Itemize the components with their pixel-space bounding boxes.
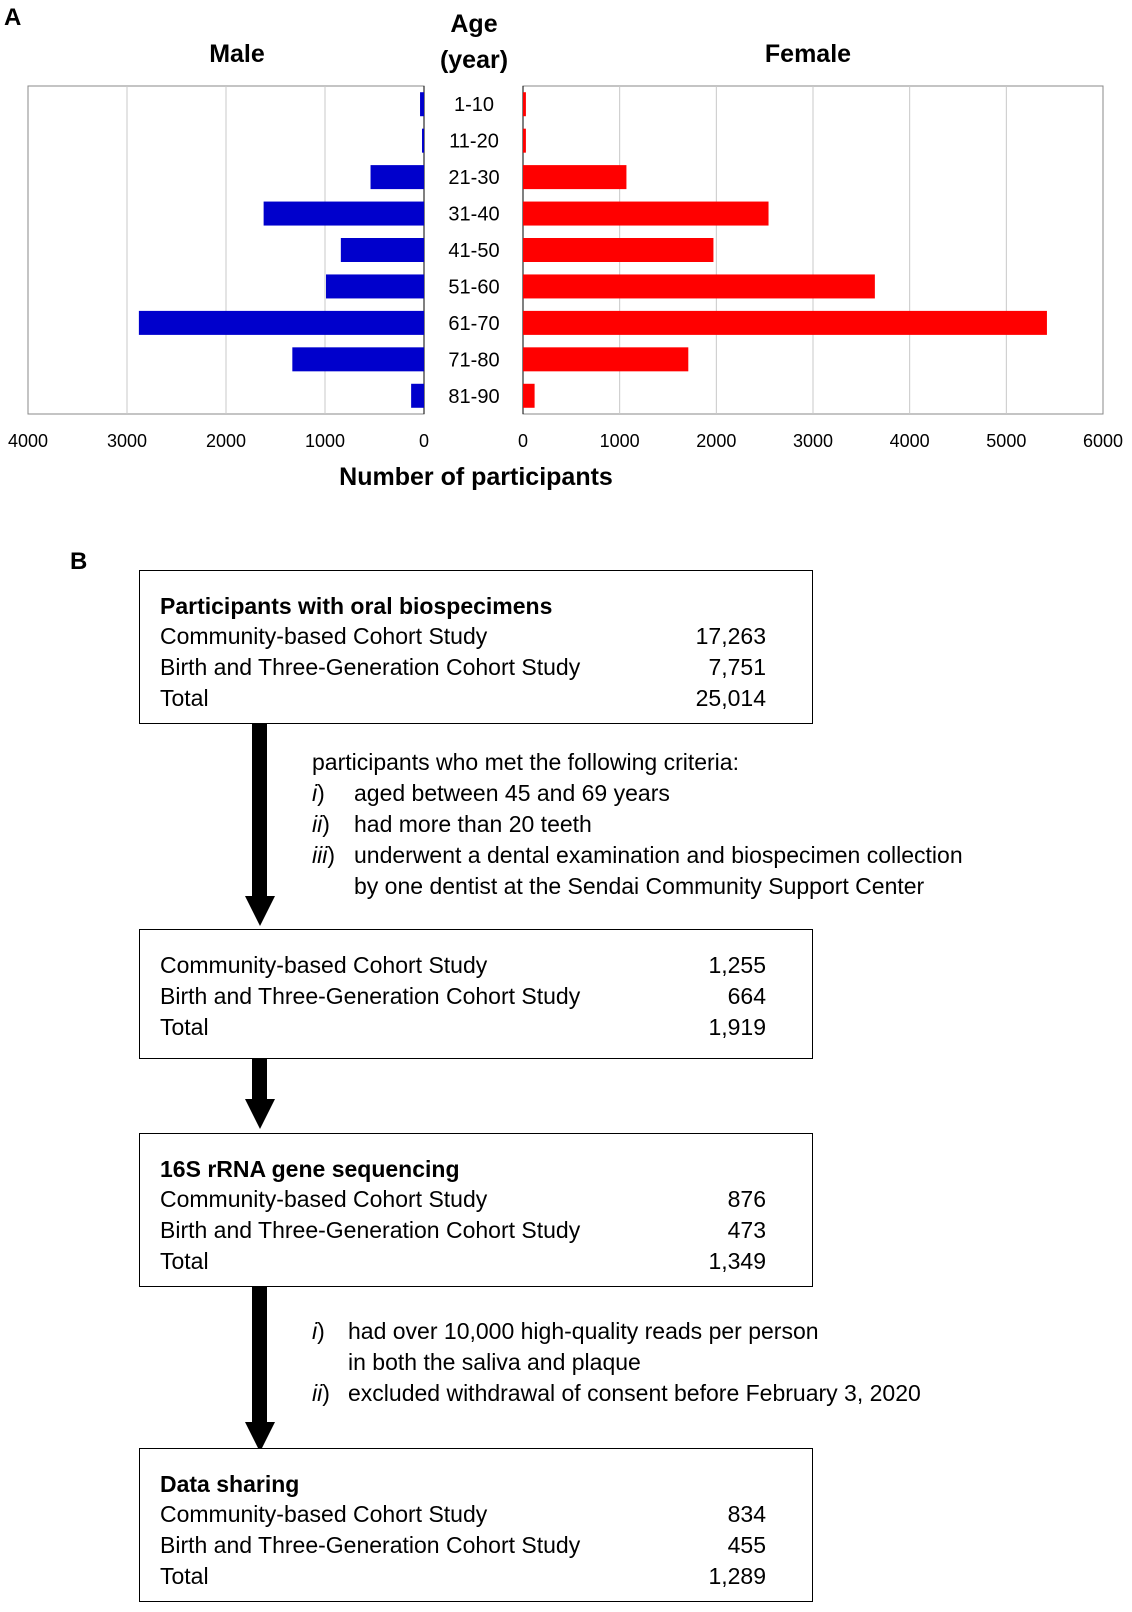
row-label: Total [160, 1248, 209, 1274]
box-row-community [160, 950, 812, 981]
criteria-num: i [312, 1318, 318, 1344]
criteria-num: ii [312, 1380, 323, 1406]
female-tick-label: 3000 [792, 431, 834, 451]
female-bar-81-90 [523, 384, 535, 408]
female-tick-label: 5000 [986, 431, 1027, 451]
arrow-head [245, 896, 275, 926]
female-tick-label: 0 [517, 431, 529, 451]
male-bar-81-90 [411, 384, 424, 408]
arrow-shaft [252, 1059, 267, 1099]
population-pyramid-chart [0, 0, 1132, 500]
age-category-label: 71-80 [448, 349, 500, 372]
criteria-text: had more than 20 teeth [354, 811, 592, 837]
box-row-birth [160, 1215, 812, 1246]
female-bar-51-60 [523, 274, 875, 298]
male-series-title: Male [209, 40, 265, 68]
age-category-label: 31-40 [448, 203, 500, 226]
row-label: Total [160, 685, 209, 711]
male-tick-label: 0 [418, 431, 430, 451]
box-row-community [160, 1184, 812, 1215]
row-value: 7,751 [708, 654, 766, 680]
criteria-item: i) aged between 45 and 69 years [312, 778, 739, 809]
age-category-label: 1-10 [453, 94, 495, 117]
row-value: 1,349 [708, 1248, 766, 1274]
male-bar-61-70 [139, 311, 424, 335]
criteria-num: ii [312, 811, 323, 837]
center-label-line2: (year) [439, 46, 509, 74]
arrow-shaft [252, 1287, 267, 1422]
row-label: Birth and Three-Generation Cohort Study [160, 654, 581, 680]
female-bar-11-20 [523, 129, 526, 153]
arrow-head [245, 1099, 275, 1129]
panel-label-a: A [4, 4, 22, 31]
age-category-label: 51-60 [448, 276, 500, 299]
row-value: 664 [727, 983, 766, 1009]
row-value: 25,014 [695, 685, 766, 711]
flow-box-oral-biospecimens [139, 570, 813, 724]
male-tick-label: 1000 [304, 431, 346, 451]
selection-criteria-1 [312, 747, 963, 902]
row-label: Birth and Three-Generation Cohort Study [160, 1532, 581, 1558]
box-row-community [160, 1499, 812, 1530]
x-axis-label: Number of participants [339, 463, 613, 491]
age-category-label: 81-90 [448, 385, 500, 408]
male-bar-31-40 [264, 202, 424, 226]
flow-box-sequencing [139, 1133, 813, 1287]
row-value: 834 [727, 1501, 766, 1527]
row-label: Total [160, 1563, 209, 1589]
criteria-text: excluded withdrawal of consent before February 3, 2020 [348, 1380, 921, 1406]
row-value: 1,255 [708, 952, 766, 978]
female-bar-61-70 [523, 311, 1047, 335]
male-bar-41-50 [341, 238, 424, 262]
age-category-label: 11-20 [449, 130, 499, 153]
criteria-item: ii) had more than 20 teeth [312, 809, 739, 840]
criteria-num: i [312, 780, 318, 806]
female-bar-1-10 [523, 92, 526, 116]
row-label: Community-based Cohort Study [160, 1186, 488, 1212]
row-value: 876 [727, 1186, 766, 1212]
female-series-title: Female [764, 40, 852, 68]
criteria-text: in both the saliva and plaque [348, 1349, 641, 1375]
criteria-text: aged between 45 and 69 years [354, 780, 670, 806]
criteria-text: had over 10,000 high-quality reads per person [348, 1318, 819, 1344]
row-value: 473 [727, 1217, 766, 1243]
female-bar-71-80 [523, 347, 688, 371]
box-row-total [160, 683, 812, 714]
box-title: 16S rRNA gene sequencing [160, 1156, 460, 1182]
male-bar-1-10 [420, 92, 424, 116]
row-label: Birth and Three-Generation Cohort Study [160, 983, 581, 1009]
panel-label-b: B [70, 548, 88, 575]
flow-box-data-sharing [139, 1448, 813, 1602]
box-row-community [160, 621, 812, 652]
female-bar-41-50 [523, 238, 713, 262]
box-row-total [160, 1246, 812, 1277]
flow-box-eligible [139, 929, 813, 1059]
female-tick-label: 6000 [1082, 431, 1124, 451]
female-tick-label: 2000 [696, 431, 737, 451]
male-bar-71-80 [292, 347, 424, 371]
row-value: 1,919 [708, 1014, 766, 1040]
box-title: Data sharing [160, 1471, 300, 1497]
box-row-birth [160, 652, 812, 683]
female-bar-31-40 [523, 202, 769, 226]
criteria-text: by one dentist at the Sendai Community Support Center [354, 873, 925, 899]
box-row-total [160, 1561, 812, 1592]
row-label: Community-based Cohort Study [160, 623, 488, 649]
age-category-label: 21-30 [448, 167, 500, 190]
row-label: Community-based Cohort Study [160, 1501, 488, 1527]
row-label: Total [160, 1014, 209, 1040]
criteria-item: i) had over 10,000 high-quality reads per person [312, 1316, 330, 1347]
male-bar-21-30 [371, 165, 424, 189]
male-tick-label: 2000 [205, 431, 247, 451]
criteria-num: iii [312, 842, 328, 868]
age-category-label: 41-50 [448, 240, 500, 262]
age-category-label: 61-70 [448, 312, 500, 335]
criteria-text: underwent a dental examination and biospecimen collection [354, 842, 963, 868]
female-bar-21-30 [523, 165, 626, 189]
arrow-shaft [252, 724, 267, 896]
box-row-total [160, 1012, 812, 1043]
criteria-item: iii) underwent a dental examination and biospecimen collection [312, 840, 739, 871]
criteria-item: ii) excluded withdrawal of consent before February 3, 2020 [312, 1378, 330, 1409]
box-row-birth [160, 981, 812, 1012]
male-bar-51-60 [326, 274, 424, 298]
selection-criteria-2 [312, 1316, 921, 1409]
row-value: 17,263 [695, 623, 766, 649]
female-tick-label: 4000 [889, 431, 930, 451]
center-label-line1: Age [450, 10, 498, 38]
criteria-intro: participants who met the following criteria: [312, 749, 739, 775]
male-tick-label: 4000 [7, 431, 49, 451]
row-label: Birth and Three-Generation Cohort Study [160, 1217, 581, 1243]
row-label: Community-based Cohort Study [160, 952, 488, 978]
female-tick-label: 1000 [599, 431, 640, 451]
criteria-continuation [312, 1347, 641, 1378]
row-value: 455 [727, 1532, 766, 1558]
box-row-birth [160, 1530, 812, 1561]
male-tick-label: 3000 [106, 431, 148, 451]
criteria-continuation [312, 871, 925, 902]
box-title: Participants with oral biospecimens [160, 593, 553, 619]
row-value: 1,289 [708, 1563, 766, 1589]
male-bar-11-20 [422, 129, 424, 153]
